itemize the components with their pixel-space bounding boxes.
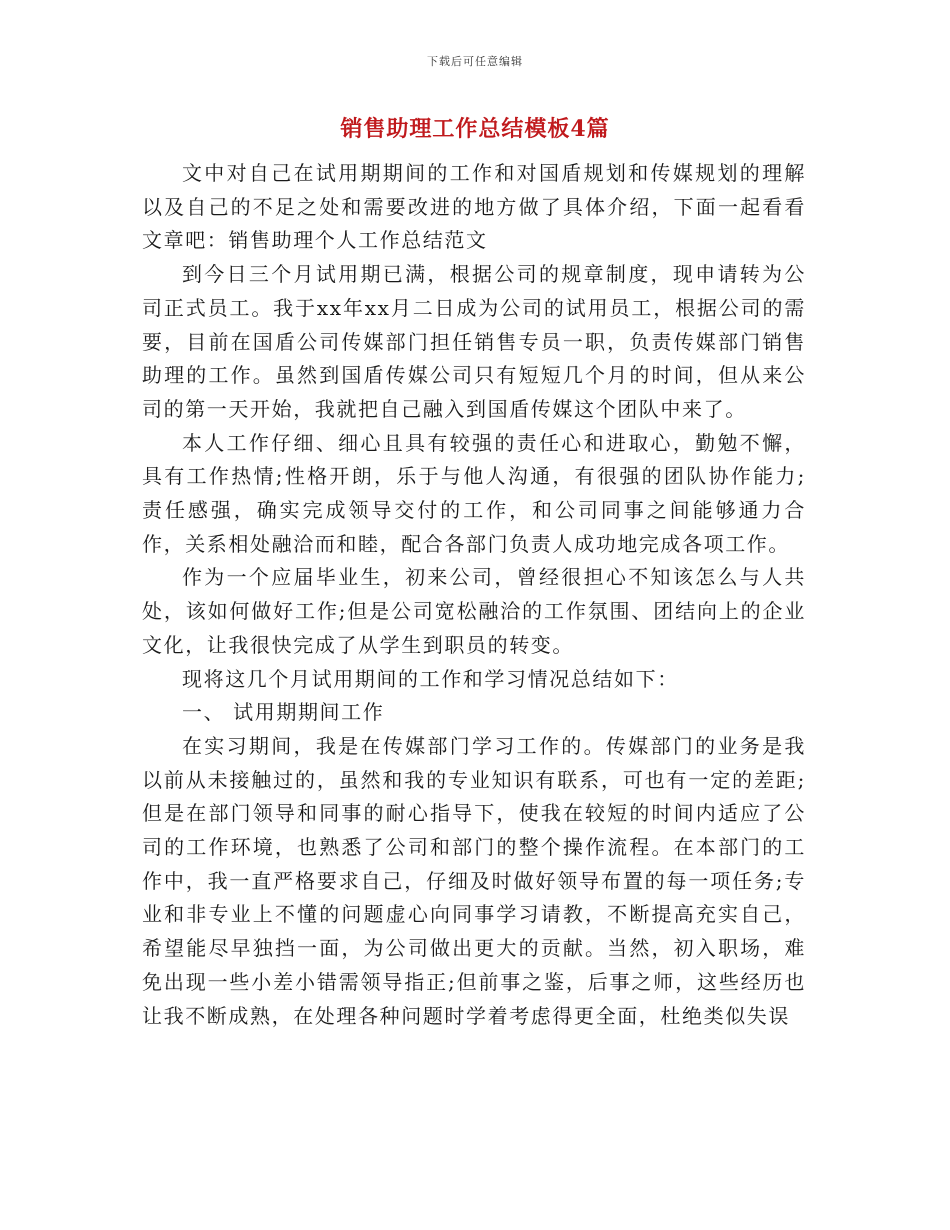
paragraph-probation-complete: 到今日三个月试用期已满，根据公司的规章制度，现申请转为公司正式员工。我于xx年xx月二日成为公司的试用员工，根据公司的需要，目前在国盾公司传媒部门担任销售专员一职，负责传媒部门销售助理的工作。虽然到国盾传媒公司只有短短几个月的时间，但从来公司的第一天开始，我就把自己融入到国盾传媒这个团队中来了。 [142, 262, 806, 421]
document-title: 销售助理工作总结模板4篇 [340, 116, 610, 142]
paragraph-graduate-adjustment: 作为一个应届毕业生，初来公司，曾经很担心不知该怎么与人共处，该如何做好工作;但是公司宽松融洽的工作氛围、团结向上的企业文化，让我很快完成了从学生到职员的转变。 [142, 565, 806, 657]
document-body [142, 157, 806, 1033]
paragraph-personal-qualities: 本人工作仔细、细心且具有较强的责任心和进取心，勤勉不懈，具有工作热情;性格开朗，乐于与他人沟通，有很强的团队协作能力;责任感强，确实完成领导交付的工作，和公司同事之间能够通力合作，关系相处融洽而和睦，配合各部门负责人成功地完成各项工作。 [142, 430, 806, 556]
section-heading-probation-work: 一、 试用期期间工作 [182, 700, 385, 725]
paragraph-internship-work: 在实习期间，我是在传媒部门学习工作的。传媒部门的业务是我以前从未接触过的，虽然和我的专业知识有联系，可也有一定的差距;但是在部门领导和同事的耐心指导下，使我在较短的时间内适应了公司的工作环境，也熟悉了公司和部门的整个操作流程。在本部门的工作中，我一直严格要求自己，仔细及时做好领导布置的每一项任务;专业和非专业上不懂的问题虚心向同事学习请教，不断提高充实自己，希望能尽早独挡一面，为公司做出更大的贡献。当然，初入职场，难免出现一些小差小错需领导指正;但前事之鉴，后事之师，这些经历也让我不断成熟，在处理各种问题时学着考虑得更全面，杜绝类似失误 [142, 733, 806, 1028]
paragraph-intro: 文中对自己在试用期期间的工作和对国盾规划和传媒规划的理解以及自己的不足之处和需要改进的地方做了具体介绍，下面一起看看文章吧：销售助理个人工作总结范文 [142, 161, 806, 253]
paragraph-summary-lead: 现将这几个月试用期间的工作和学习情况总结如下： [182, 666, 679, 691]
header-note: 下载后可任意编辑 [427, 55, 523, 68]
